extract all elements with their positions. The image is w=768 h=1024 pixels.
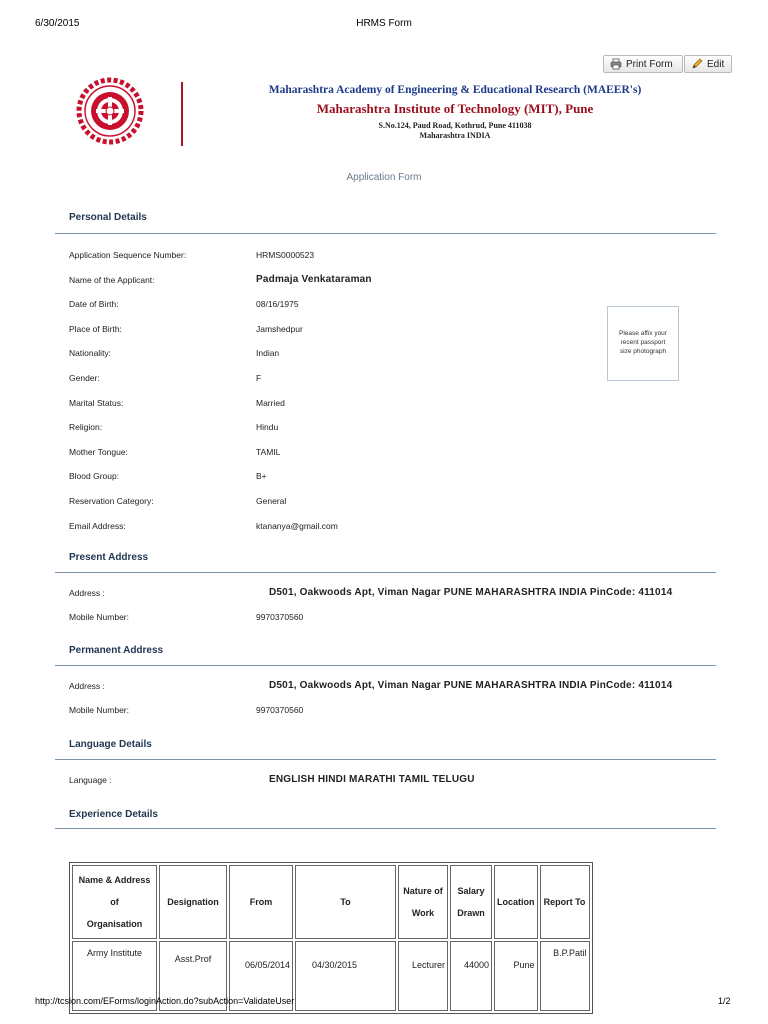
photo-instruction: Please affix your recent passport size photograph (619, 330, 667, 355)
pencil-icon (691, 58, 703, 70)
field-label: Marital Status: (69, 397, 124, 408)
print-form-button[interactable] (603, 55, 683, 73)
field-label: Mother Tongue: (69, 446, 128, 457)
field-value: HRMS0000523 (256, 250, 315, 260)
cell-location: Pune (494, 941, 538, 1011)
col-designation: Designation (159, 865, 227, 939)
field-value: General (256, 496, 287, 506)
cell-salary: 44000 (450, 941, 492, 1011)
col-organisation (72, 865, 157, 939)
personal-detail-row (69, 496, 709, 510)
field-label: Application Sequence Number: (69, 250, 187, 260)
header-text: Drawn (457, 908, 485, 918)
field-value: B+ (256, 471, 267, 482)
section-divider (55, 233, 716, 234)
field-value: 9970370560 (256, 705, 304, 715)
page-url: http://tcsion.com/EForms/loginAction.do?subAction=ValidateUser (35, 996, 295, 1006)
logo-divider (181, 82, 183, 146)
section-divider (55, 828, 716, 829)
header-text: Organisation (86, 919, 143, 929)
field-value: D501, Oakwoods Apt, Viman Nagar PUNE MAHARASHTRA INDIA PinCode: 411014 (269, 680, 673, 691)
col-location: Location (494, 865, 538, 939)
field-value: Married (256, 397, 285, 408)
present-address-row (69, 588, 709, 602)
field-label: Nationality: (69, 348, 112, 359)
field-label: Language : (69, 775, 112, 785)
personal-detail-row (69, 398, 709, 412)
col-to: To (295, 865, 396, 939)
header-text: Salary (457, 886, 485, 896)
section-divider (55, 572, 716, 573)
field-label: Date of Birth: (69, 299, 119, 310)
table-header-row (72, 865, 590, 939)
field-label: Reservation Category: (69, 496, 154, 506)
page-number: 1/2 (718, 996, 731, 1006)
field-label: Mobile Number: (69, 705, 129, 715)
print-form-label: Print Form (626, 58, 673, 70)
edit-label: Edit (707, 58, 725, 70)
col-salary (450, 865, 492, 939)
present-address-title: Present Address (69, 552, 149, 563)
field-value: 9970370560 (256, 612, 304, 622)
field-value: ENGLISH HINDI MARATHI TAMIL TELUGU (269, 774, 475, 785)
field-label: Place of Birth: (69, 323, 122, 334)
cell-nature: Lecturer (398, 941, 448, 1011)
personal-detail-row (69, 447, 709, 461)
personal-detail-row (69, 275, 709, 289)
personal-details-title: Personal Details (69, 212, 147, 223)
printer-icon (610, 58, 622, 70)
experience-table (69, 862, 593, 1014)
col-from: From (229, 865, 293, 939)
field-value: ktananya@gmail.com (256, 520, 338, 531)
experience-details-title: Experience Details (69, 809, 158, 820)
print-title: HRMS Form (356, 18, 412, 29)
field-label: Blood Group: (69, 471, 120, 482)
language-row (69, 775, 709, 789)
header-text: Nature of (403, 886, 443, 896)
col-nature (398, 865, 448, 939)
field-value: F (256, 373, 262, 383)
field-value: Indian (256, 348, 280, 359)
language-details-title: Language Details (69, 739, 152, 750)
print-date: 6/30/2015 (35, 18, 80, 29)
field-label: Name of the Applicant: (69, 274, 155, 285)
field-value: D501, Oakwoods Apt, Viman Nagar PUNE MAHARASHTRA INDIA PinCode: 411014 (269, 587, 673, 598)
field-value: TAMIL (256, 446, 281, 457)
cell-designation: Asst.Prof (159, 941, 227, 1011)
section-divider (55, 665, 716, 666)
permanent-address-title: Permanent Address (69, 645, 164, 656)
cell-report: B.P.Patil (540, 941, 590, 1011)
form-title: Application Form (346, 172, 422, 183)
cell-to: 04/30/2015 (295, 941, 396, 1011)
field-label: Gender: (69, 373, 100, 383)
permanent-address-row (69, 681, 709, 695)
permanent-mobile-row (69, 705, 709, 719)
cell-org: Army Institute (72, 941, 157, 1011)
field-value: Jamshedpur (256, 323, 303, 334)
personal-detail-row (69, 471, 709, 485)
field-label: Mobile Number: (69, 612, 129, 622)
institute-country: Maharashtra INDIA (419, 131, 491, 140)
field-value: 08/16/1975 (256, 299, 299, 310)
edit-button[interactable] (684, 55, 732, 73)
cell-from: 06/05/2014 (229, 941, 293, 1011)
institute-address: S.No.124, Paud Road, Kothrud, Pune 411038 (378, 121, 532, 130)
personal-detail-row (69, 250, 709, 264)
institute-line2: Maharashtra Institute of Technology (MIT), Pune (316, 101, 594, 116)
col-report: Report To (540, 865, 590, 939)
header-text: Name & Address (78, 875, 151, 885)
header-text: of (110, 897, 119, 907)
header-text: Work (411, 908, 435, 918)
field-label: Address : (69, 588, 105, 598)
field-value: Hindu (256, 422, 279, 433)
photo-placeholder (607, 306, 679, 381)
institute-logo-icon (63, 76, 157, 146)
present-mobile-row (69, 612, 709, 626)
field-label: Address : (69, 681, 105, 691)
personal-detail-row (69, 521, 709, 535)
applicant-name: Padmaja Venkataraman (256, 273, 372, 285)
institute-line1: Maharashtra Academy of Engineering & Educational Research (MAEER's) (268, 84, 642, 96)
field-label: Email Address: (69, 520, 126, 531)
field-label: Religion: (69, 422, 103, 433)
section-divider (55, 759, 716, 760)
personal-detail-row (69, 422, 709, 436)
